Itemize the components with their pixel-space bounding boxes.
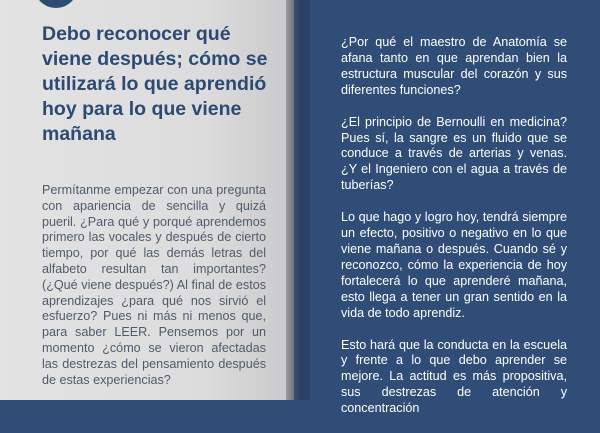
right-paragraph-anatomy: ¿Por qué el maestro de Anatomía se afana tanto en que aprendan bien la estructura muscular del corazón y sus diferentes funciones? xyxy=(341,35,567,97)
right-paragraph-conduct: Esto hará que la conducta en la escuela y frente a lo que debo aprender se mejore. La actitud es más propositiva, sus destrezas de atención y concentración xyxy=(341,337,567,416)
left-body-paragraph: Permítanme empezar con una pregunta con apariencia de sencilla y quizá pueril. ¿Para qué y porqué aprendemos primero las vocales y después de cierto tiempo, por qué las demás letras del alfabeto resultan tan importantes? (¿Qué viene después?) Al final de estos aprendizajes ¿para qué nos sirvió el esfuerzo? Pues ni más ni menos que, para saber LEER. Pensemos por un momento ¿cómo se vieron afectadas las destrezas del pensamiento después de estas experiencias? xyxy=(42,183,266,387)
right-paragraph-effect: Lo que hago y logro hoy, tendrá siempre un efecto, positivo o negativo en lo que viene mañana o después. Cuando sé y reconozco, cómo la experiencia de hoy fortalecerá lo que aprenderé mañana, esto llega a tener un gran sentido en la vida de todo aprendiz. xyxy=(341,210,567,320)
page-corner-decoration xyxy=(34,0,78,8)
right-paragraph-bernoulli: ¿El principio de Bernoulli en medicina? Pues sí, la sangre es un fluido que se conduce a través de arterias y venas. ¿Y el Ingeniero con el agua a través de tuberías? xyxy=(341,114,567,193)
section-heading: Debo reconocer qué viene después; cómo se utilizará lo que aprendió hoy para lo que viene mañana xyxy=(42,23,268,145)
right-body-text xyxy=(341,35,567,433)
